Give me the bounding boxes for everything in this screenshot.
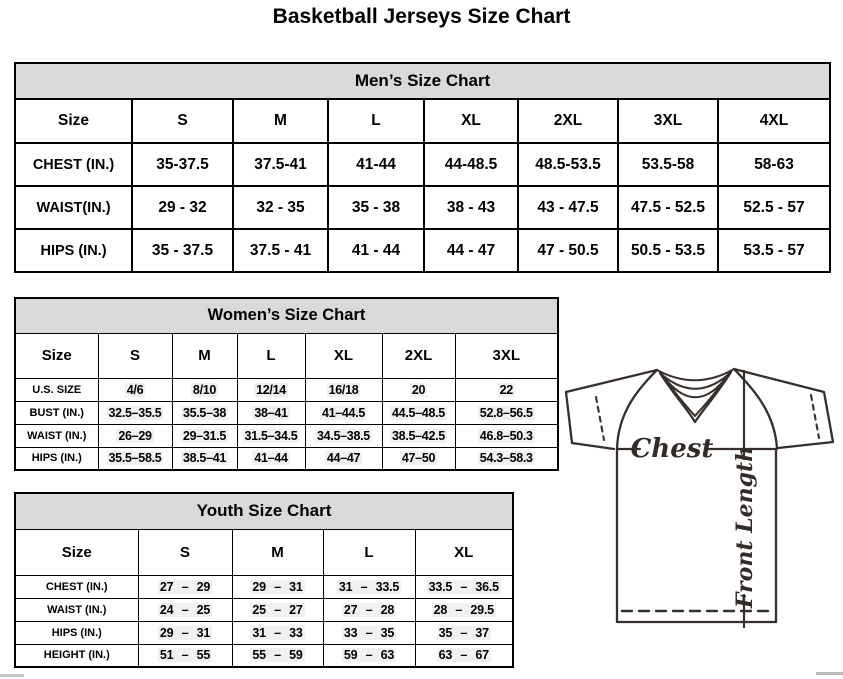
womens-value-cell [172,401,237,424]
womens-table-title: Women’s Size Chart [15,298,558,333]
womens-value: 35.5–38 [182,405,227,420]
horizontal-scrollbar-fragment-right[interactable] [816,672,843,675]
womens-table [14,297,559,471]
mens-size-table [14,62,829,273]
womens-colhead-size: Size [15,333,98,378]
youth-value-cell [232,644,323,667]
youth-colhead-m: M [232,529,323,575]
youth-value: 24 – 25 [159,602,211,617]
youth-colhead-size: Size [15,529,138,575]
mens-value-cell: 38 - 43 [424,186,518,229]
mens-value-cell: 58-63 [718,143,830,186]
mens-value-cell: 37.5-41 [233,143,328,186]
womens-value: 34.5–38.5 [317,428,370,443]
youth-value: 27 – 28 [343,602,395,617]
womens-row-label: U.S. SIZE [15,378,98,401]
right-sleeve-dashed-line [811,395,819,438]
youth-colhead-xl: XL [415,529,513,575]
mens-value-cell: 52.5 - 57 [718,186,830,229]
jersey-diagram [556,361,843,651]
youth-value: 35 – 37 [438,625,489,640]
womens-value: 16/18 [328,382,359,397]
womens-value-cell [305,447,382,470]
womens-colhead-xl: XL [305,333,382,378]
youth-value-cell [323,644,415,667]
womens-value-cell [237,447,305,470]
youth-row-label: HEIGHT (IN.) [15,644,138,667]
youth-value-cell [138,644,232,667]
youth-value: 29 – 31 [159,625,211,640]
mens-row-label: WAIST(IN.) [15,186,132,229]
youth-value: 59 – 63 [343,648,395,663]
mens-value-cell: 47.5 - 52.5 [618,186,718,229]
womens-value-cell [382,378,455,401]
mens-colhead-m: M [233,99,328,143]
youth-table-title: Youth Size Chart [15,493,513,529]
womens-value: 8/10 [192,382,217,397]
youth-value: 63 – 67 [438,648,489,663]
mens-row [15,143,830,186]
womens-value: 29–31.5 [182,428,227,443]
youth-value-cell [323,575,415,598]
womens-value-cell [305,424,382,447]
youth-value: 25 – 27 [252,602,303,617]
youth-value-cell [323,621,415,644]
womens-value-cell [237,401,305,424]
youth-size-table [14,492,512,668]
youth-value-cell [232,575,323,598]
mens-value-cell: 48.5-53.5 [518,143,618,186]
mens-colhead-size: Size [15,99,132,143]
mens-value-cell: 37.5 - 41 [233,229,328,272]
womens-value-cell [455,447,558,470]
womens-value: 44.5–48.5 [392,405,445,420]
womens-colhead-2xl: 2XL [382,333,455,378]
jersey-right-armhole-seam [734,369,777,449]
youth-value-cell [415,598,513,621]
youth-colhead-l: L [323,529,415,575]
mens-colhead-3xl: 3XL [618,99,718,143]
mens-value-cell: 29 - 32 [132,186,233,229]
womens-value: 41–44.5 [321,405,366,420]
mens-row [15,186,830,229]
womens-value-cell [98,401,172,424]
mens-row [15,229,830,272]
youth-row [15,575,513,598]
womens-value-cell [98,424,172,447]
mens-table [14,62,831,273]
youth-row [15,621,513,644]
womens-value-cell [305,378,382,401]
mens-value-cell: 44-48.5 [424,143,518,186]
womens-row [15,378,558,401]
youth-row [15,598,513,621]
womens-value-cell [382,401,455,424]
womens-value: 32.5–35.5 [108,405,162,420]
womens-colhead-l: L [237,333,305,378]
womens-value-cell [98,378,172,401]
mens-table-title: Men’s Size Chart [15,63,830,99]
womens-value-cell [172,424,237,447]
womens-value: 54.3–58.3 [479,451,533,466]
womens-value: 47–50 [401,451,436,466]
horizontal-scrollbar-fragment-left[interactable] [0,674,24,677]
womens-value-cell [305,401,382,424]
youth-table [14,492,514,668]
mens-value-cell: 41 - 44 [328,229,424,272]
mens-colhead-4xl: 4XL [718,99,830,143]
chest-label: Chest [630,434,714,464]
womens-value-cell [237,424,305,447]
womens-value: 41–44 [254,451,288,466]
youth-value: 33 – 35 [343,625,395,640]
womens-value-cell [237,378,305,401]
youth-row [15,644,513,667]
mens-value-cell: 43 - 47.5 [518,186,618,229]
mens-value-cell: 35 - 37.5 [132,229,233,272]
mens-colhead-s: S [132,99,233,143]
womens-value: 31.5–34.5 [244,428,298,443]
youth-value-cell [232,598,323,621]
womens-value-cell [172,447,237,470]
womens-row-label: WAIST (IN.) [15,424,98,447]
womens-value: 22 [499,382,513,397]
womens-row [15,401,558,424]
youth-value: 55 – 59 [252,648,303,663]
womens-value: 35.5–58.5 [108,451,162,466]
mens-value-cell: 35 - 38 [328,186,424,229]
womens-value: 20 [411,382,426,397]
womens-value-cell [455,378,558,401]
mens-value-cell: 53.5-58 [618,143,718,186]
youth-colhead-s: S [138,529,232,575]
mens-value-cell: 50.5 - 53.5 [618,229,718,272]
youth-value: 51 – 55 [159,648,211,663]
front-length-label: Front Length [732,445,758,609]
womens-value: 38–41 [254,405,288,420]
mens-value-cell: 41-44 [328,143,424,186]
youth-value-cell [138,598,232,621]
youth-value-cell [415,644,513,667]
womens-value-cell [455,424,558,447]
page-title: Basketball Jerseys Size Chart [272,5,571,28]
mens-colhead-2xl: 2XL [518,99,618,143]
mens-row-label: CHEST (IN.) [15,143,132,186]
womens-value: 4/6 [126,382,144,397]
youth-value: 33.5 – 36.5 [428,579,499,594]
womens-colhead-m: M [172,333,237,378]
womens-value: 44–47 [326,451,361,466]
womens-value: 26–29 [118,428,152,443]
youth-value-cell [232,621,323,644]
womens-value: 52.8–56.5 [479,405,533,420]
youth-value-cell [415,575,513,598]
youth-value: 31 – 33 [252,625,303,640]
womens-row [15,424,558,447]
mens-value-cell: 35-37.5 [132,143,233,186]
womens-value: 38.5–41 [182,451,227,466]
mens-colhead-xl: XL [424,99,518,143]
womens-value-cell [382,447,455,470]
youth-value: 29 – 31 [252,579,303,594]
mens-value-cell: 44 - 47 [424,229,518,272]
womens-value: 46.8–50.3 [479,428,533,443]
youth-value: 31 – 33.5 [338,579,400,594]
youth-value: 27 – 29 [159,579,211,594]
mens-value-cell: 32 - 35 [233,186,328,229]
womens-colhead-s: S [98,333,172,378]
youth-value-cell [415,621,513,644]
youth-value-cell [138,621,232,644]
womens-row [15,447,558,470]
womens-value-cell [382,424,455,447]
womens-value-cell [172,378,237,401]
mens-colhead-l: L [328,99,424,143]
mens-value-cell: 47 - 50.5 [518,229,618,272]
youth-row-label: WAIST (IN.) [15,598,138,621]
left-sleeve-dashed-line [596,397,604,440]
womens-row-label: BUST (IN.) [15,401,98,424]
youth-value-cell [138,575,232,598]
mens-row-label: HIPS (IN.) [15,229,132,272]
womens-colhead-3xl: 3XL [455,333,558,378]
youth-row-label: CHEST (IN.) [15,575,138,598]
womens-value-cell [98,447,172,470]
womens-value: 38.5–42.5 [392,428,445,443]
womens-value: 12/14 [256,382,286,397]
youth-row-label: HIPS (IN.) [15,621,138,644]
womens-row-label: HIPS (IN.) [15,447,98,470]
womens-size-table [14,297,557,471]
womens-value-cell [455,401,558,424]
youth-value-cell [323,598,415,621]
mens-value-cell: 53.5 - 57 [718,229,830,272]
youth-value: 28 – 29.5 [433,602,494,617]
